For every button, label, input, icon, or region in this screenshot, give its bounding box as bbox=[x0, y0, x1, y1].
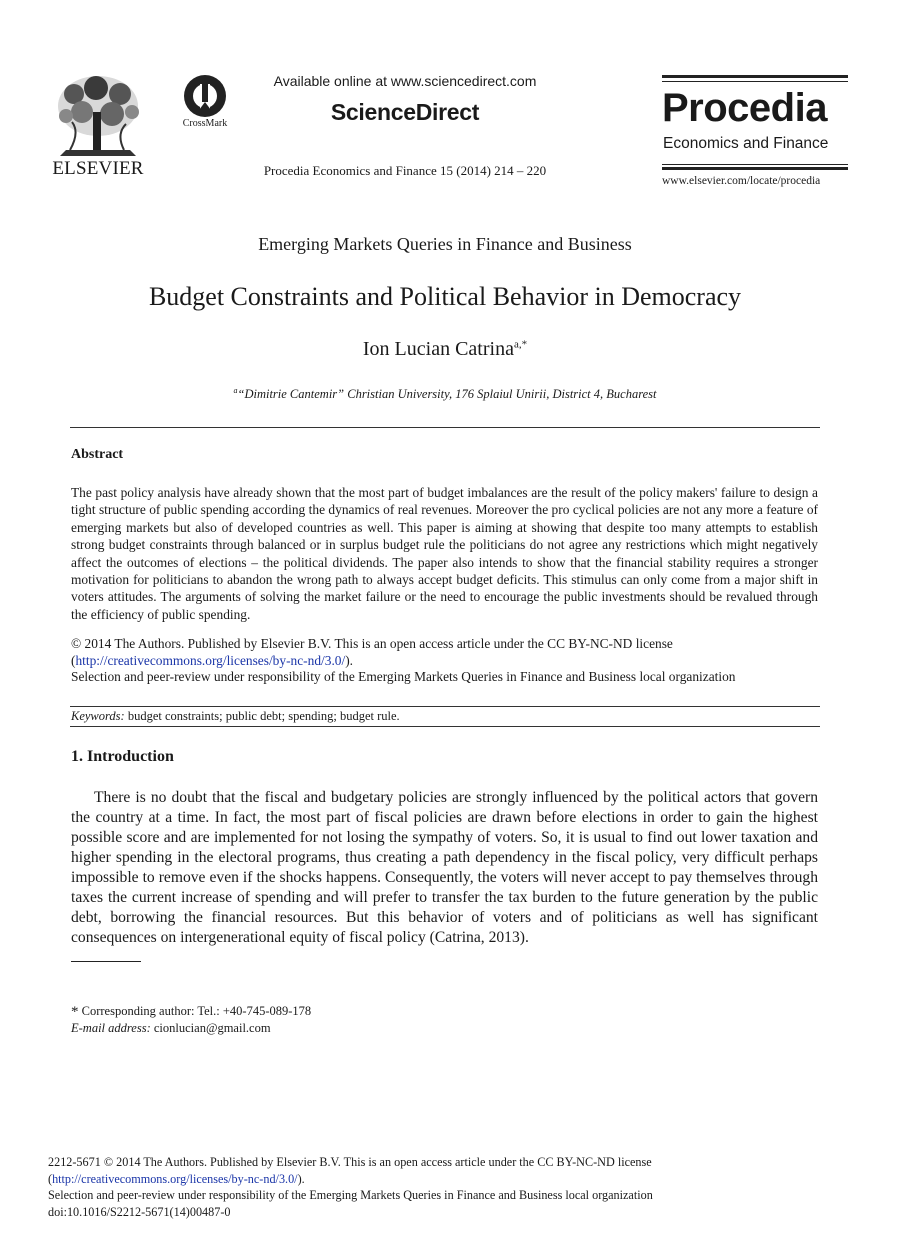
journal-reference: Procedia Economics and Finance 15 (2014) 214 – 220 bbox=[263, 163, 547, 178]
footnote-email bbox=[71, 1021, 271, 1036]
footer-peer-review: Selection and peer-review under responsibility of the Emerging Markets Queries in Finance and Business local organization bbox=[48, 1188, 653, 1202]
footer-link-line: (http://creativecommons.org/licenses/by-nc-nd/3.0/). bbox=[48, 1171, 305, 1186]
conference-name: Emerging Markets Queries in Finance and Business bbox=[258, 234, 632, 254]
procedia-rule bbox=[662, 167, 848, 170]
corresponding-author: Corresponding author: Tel.: +40-745-089-178 bbox=[81, 1004, 312, 1018]
affiliation-mark: a bbox=[233, 386, 238, 395]
footer-doi[interactable]: doi:10.1016/S2212-5671(14)00487-0 bbox=[48, 1204, 231, 1219]
license-link[interactable]: http://creativecommons.org/licenses/by-nc-nd/3.0/ bbox=[75, 652, 346, 668]
divider bbox=[70, 427, 820, 428]
email-label: E-mail address: bbox=[71, 1021, 151, 1035]
email-address[interactable]: cionlucian@gmail.com bbox=[153, 1021, 271, 1035]
sciencedirect-logo[interactable]: ScienceDirect bbox=[330, 99, 480, 125]
procedia-rule bbox=[662, 164, 848, 165]
keywords bbox=[71, 709, 400, 724]
divider bbox=[70, 706, 820, 707]
affiliation bbox=[0, 386, 890, 402]
abstract-license bbox=[71, 636, 818, 686]
page-footer bbox=[48, 1154, 748, 1220]
abstract-heading: Abstract bbox=[71, 447, 124, 462]
footnote-star: * bbox=[71, 1004, 79, 1020]
publisher-name: ELSEVIER bbox=[52, 158, 144, 179]
procedia-url[interactable]: www.elsevier.com/locate/procedia bbox=[662, 175, 821, 187]
keywords-text: budget constraints; public debt; spending; budget rule. bbox=[127, 709, 400, 723]
article-title: Budget Constraints and Political Behavior in Democracy bbox=[148, 282, 742, 311]
affiliation-text: “Dimitrie Cantemir” Christian University, 176 Splaiul Unirii, District 4, Bucharest bbox=[237, 387, 657, 402]
author bbox=[0, 338, 890, 361]
available-online-text: Available online at www.sciencedirect.com bbox=[273, 73, 537, 89]
section-heading: 1. Introduction bbox=[71, 748, 174, 765]
divider bbox=[70, 726, 820, 727]
footer-license: 2212-5671 © 2014 The Authors. Published by Elsevier B.V. This is an open access article under the CC BY-NC-ND license bbox=[48, 1155, 652, 1169]
footnote-corresponding bbox=[71, 1004, 311, 1021]
procedia-subtitle: Economics and Finance bbox=[663, 135, 829, 152]
procedia-rule bbox=[662, 81, 848, 82]
peer-review-line: Selection and peer-review under responsibility of the Emerging Markets Queries in Finance and Business local organization bbox=[71, 669, 736, 685]
keywords-label: Keywords: bbox=[71, 709, 125, 723]
procedia-title: Procedia bbox=[662, 86, 827, 130]
crossmark-label: CrossMark bbox=[182, 118, 228, 129]
author-marks: a,* bbox=[513, 338, 528, 351]
footnote-rule bbox=[71, 961, 141, 962]
introduction-text: There is no doubt that the fiscal and budgetary policies are strongly influenced by the political actors that govern the country at a time. In fact, the most part of fiscal policies are drawn before elections in order to gain the highest possible score and are implemented for not losing the sympathy of voters. So, it is usual to find out lower taxation and higher spending in the electoral programs, thus creating a path dependency in the fiscal policy, very difficult perhaps impossible to remove even if the shocks happens. Consequently, the voters will never accept to pay themselves through taxes the current increase of spending and will prefer to transfer the tax burden to the future generation by the public debt, borrowing the financial resources. But this behavior of voters and of politicians as well has significant consequences on intergenerational equity of fiscal policy (Catrina, 2013). bbox=[71, 789, 818, 946]
procedia-rule bbox=[662, 75, 848, 78]
license-line: © 2014 The Authors. Published by Elsevier B.V. This is an open access article under the CC BY-NC-ND license bbox=[71, 636, 673, 651]
footer-license-link[interactable]: http://creativecommons.org/licenses/by-nc-nd/3.0/ bbox=[52, 1171, 298, 1186]
license-link-line: (http://creativecommons.org/licenses/by-nc-nd/3.0/). bbox=[71, 652, 354, 668]
abstract-text: The past policy analysis have already shown that the most part of budget imbalances are the result of the policy makers' failure to design a tight structure of public spending according the dynamics of real revenues. Moreover the pro cyclical policies are not any more a feature of emerging markets but also of developed countries as well. This paper is aiming at showing that despite too many attempts to establish strong budget constraints through balanced or in surplus budget rule the politicians do not agree any restrictions which might negatively affect the outcomes of elections – the political dividends. The paper also intends to show that the financial stability requires a stronger motivation for politicians to abandon the wrong path to always accept budget deficits. This stimulus can only come from a major shift in voters attitudes. The arguments of solving the market failure or the need to encourage the public investments should be revalued through the efficiency of public spending. bbox=[71, 485, 818, 622]
author-name: Ion Lucian Catrina bbox=[362, 338, 514, 360]
